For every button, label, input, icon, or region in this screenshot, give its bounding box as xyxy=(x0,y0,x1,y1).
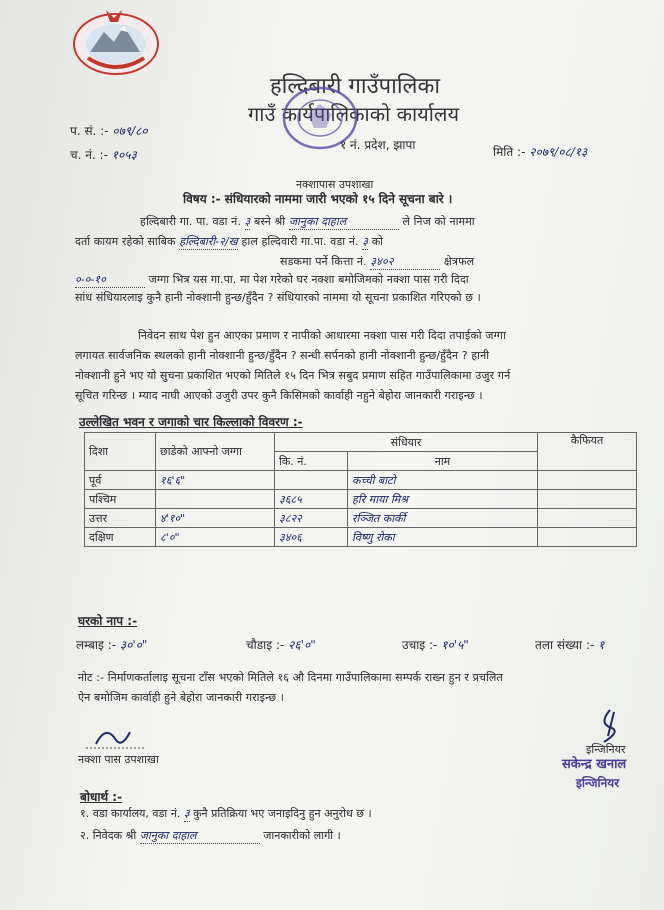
row-remarks xyxy=(538,528,637,547)
office-name: हल्दिबारी गाउँपालिका xyxy=(270,74,441,99)
row-remarks xyxy=(538,471,637,490)
row-setback: १६'६" xyxy=(156,471,275,490)
table-header-row xyxy=(85,433,637,452)
header-direction: दिशा xyxy=(85,433,156,471)
para2-line3: नोक्शानी हुने भए यो सुचना प्रकाशित भएको मितिले १५ दिन भित्र सबुद प्रमाण सहित गाउँपालिकामा उजुर गर्न xyxy=(75,369,511,382)
para1-line2: दर्ता कायम रहेको साबिक हल्दिबारी-२/ख हाल हल्दिवारी गा.पा. वडा नं. ३ को xyxy=(75,235,384,248)
para2-line4: सूचित गरिन्छ । म्याद नाघी आएको उजुरी उपर कुनै किसिमको कार्वाही नहुने बेहोरा जानकारी गराइन्छ । xyxy=(75,389,483,402)
para1-line3: सडकमा पर्ने कित्ता नं. ३४०२ क्षेत्रफल xyxy=(280,255,475,268)
row-direction: दक्षिण xyxy=(85,528,156,547)
para1-line1: हल्दिबारी गा. पा. वडा नं. ३ बस्ने श्री जानुका दाहाल ले निज को नाममा xyxy=(140,215,475,228)
row-kitta: ३४०६ xyxy=(275,528,348,547)
header-kitta: कि. नं. xyxy=(275,452,348,471)
row-name: कच्ची बाटो xyxy=(348,471,538,490)
row-name: रञ्जित कार्की xyxy=(348,509,538,528)
office-address: १ नं. प्रदेश, झापा xyxy=(340,138,416,152)
bodharth-item1: १. वडा कार्यालय, वडा नं. ३ कुनै प्रतिक्रिया भए जनाइदिनु हुन अनुरोध छ । xyxy=(80,807,372,820)
bodharth-title: बोधार्थ :- xyxy=(80,790,123,804)
table-row xyxy=(85,528,637,547)
row-remarks xyxy=(538,509,637,528)
subject-line: विषय :- संधियारको नाममा जारी भएको १५ दिने सूचना बारे । xyxy=(183,192,453,206)
row-kitta: ३८२२ xyxy=(275,509,348,528)
measure-width: चौडाइ :- २६'०" xyxy=(246,638,316,652)
para1-line4: ०-०-१० जग्गा भित्र यस गा.पा. मा पेश गरेको घर नक्शा बमोजिमको नक्शा पास गरी दिदा xyxy=(75,273,469,286)
signature-right-icon xyxy=(590,706,630,746)
measure-floors: तला संख्या :- १ xyxy=(535,638,605,652)
row-setback: ४'१०" xyxy=(156,509,275,528)
measure-height: उचाइ :- १०'५" xyxy=(402,638,469,652)
measure-length: लम्बाइ :- ३०'०" xyxy=(76,638,148,652)
engineer-label: इन्जिनियर xyxy=(586,743,626,756)
table-row xyxy=(85,490,637,509)
header-remarks: कैफियत xyxy=(538,433,637,471)
boundary-table xyxy=(84,432,637,547)
header-neighbor: संधियार xyxy=(275,433,538,452)
dispatch-number: च. नं. :- १०५३ xyxy=(70,148,137,162)
para2-line1: निवेदन साथ पेश हुन आएका प्रमाण र नापीको आधारमा नक्शा पास गरी दिदा तपाईको जग्गा xyxy=(138,329,506,342)
header-name: नाम xyxy=(348,452,538,471)
branch-signature-label: नक्शा पास उपशाखा xyxy=(78,753,159,766)
row-direction: उत्तर xyxy=(85,509,156,528)
row-direction: पूर्व xyxy=(85,471,156,490)
row-direction: पश्चिम xyxy=(85,490,156,509)
branch-name: नक्शापास उपशाखा xyxy=(296,178,374,191)
office-subtitle: गाउँ कार्यपालिकाको कार्यालय xyxy=(248,102,460,126)
issue-date: मिति :- २०७९/०८/१३ xyxy=(493,145,588,159)
table-row xyxy=(85,509,637,528)
para1-line5: सांध संधियारलाइ कुनै हानी नोक्शानी हुन्छ/हुँदैन ? संधियारको नाममा यो सूचना प्रकाशित गरिएको छ । xyxy=(75,291,481,304)
reference-number: प. सं. :- ०७९/८० xyxy=(70,124,148,138)
engineer-name: सकेन्द्र खनाल xyxy=(562,757,627,772)
para2-line2: लगायत सार्वजनिक स्थलको हानी नोक्शानी हुन्छ/हुँदैन ? सन्धी सर्पनको हानी नोक्शानी हुन्छ/हुँदैन ? हानी xyxy=(75,349,490,362)
bodharth-item2: २. निवेदक श्री जानुका दाहाल जानकारीको लागी । xyxy=(80,829,341,842)
boundary-table-title: उल्लेखित भवन र जगाको चार किल्लाको विवरण :- xyxy=(79,415,303,429)
table-row xyxy=(85,471,637,490)
row-name: हरि माया मिश्र xyxy=(348,490,538,509)
row-kitta xyxy=(275,471,348,490)
nepal-emblem-icon xyxy=(70,6,162,76)
engineer-title: इन्जिनियर xyxy=(576,776,620,790)
note-line2: ऐन बमोजिम कार्वाही हुने बेहोरा जानकारी गराइन्छ । xyxy=(78,691,285,704)
row-setback: ८'०" xyxy=(156,528,275,547)
row-kitta: ३६८५ xyxy=(275,490,348,509)
measure-title: घरको नाप :- xyxy=(78,614,138,628)
signature-left-icon xyxy=(86,722,146,752)
row-setback xyxy=(156,490,275,509)
row-name: विष्णु रोका xyxy=(348,528,538,547)
row-remarks xyxy=(538,490,637,509)
note-line1: नोट :- निर्माणकर्तालाइ सूचना टाँस भएको मितिले १६ औ दिनमा गाउँपालिकामा सम्पर्क राख्न हुन र प्रचलित xyxy=(78,671,503,684)
header-setback: छाडेको आफ्नो जग्गा xyxy=(156,433,275,471)
